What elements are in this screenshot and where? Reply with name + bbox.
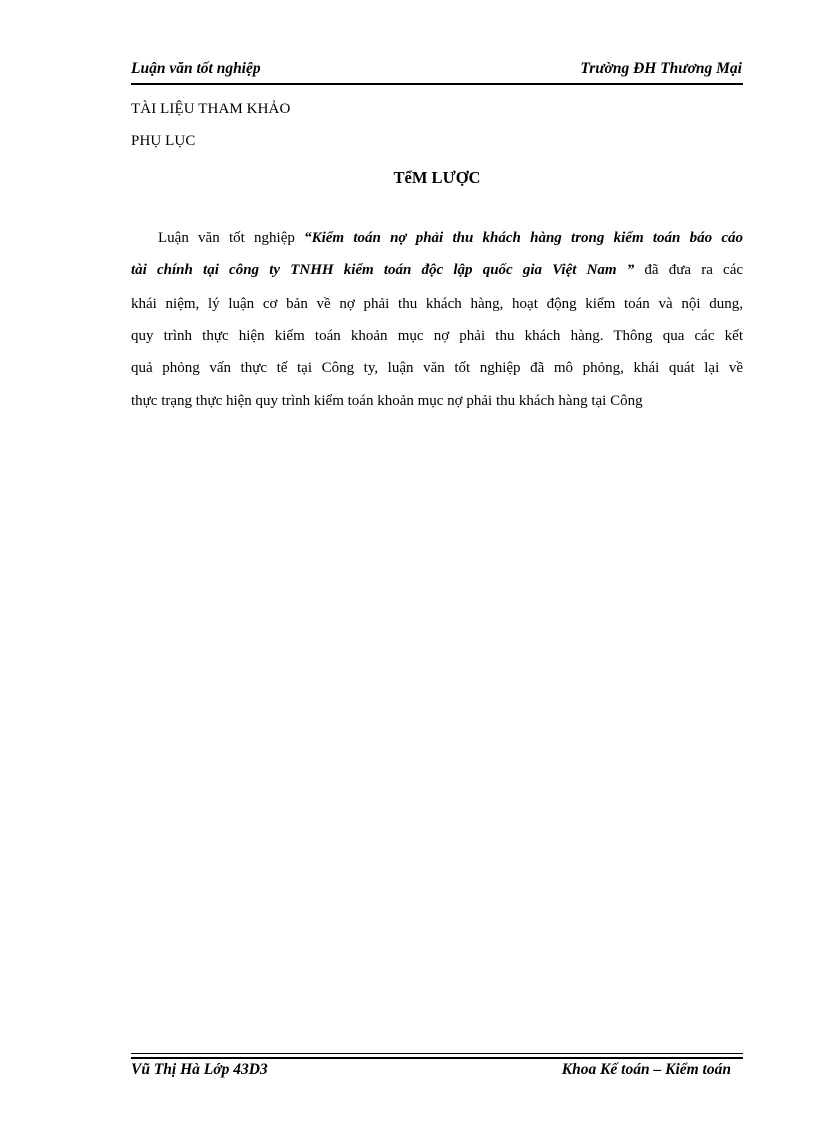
- paragraph-line-4: quy trình thực hiện kiểm toán khoản mục nợ phải thu khách hàng. Thông qua các kết: [131, 328, 743, 344]
- header-right-text: Trường ĐH Thương Mại: [580, 60, 742, 77]
- paragraph-line-1: [158, 230, 743, 247]
- line1-plain-text: Luận văn tốt nghiệp: [158, 230, 305, 246]
- toc-item-references: TÀI LIỆU THAM KHẢO: [131, 101, 291, 117]
- paragraph-line-2: [131, 262, 743, 279]
- paragraph-line-5: quả phỏng vấn thực tế tại Công ty, luận văn tốt nghiệp đã mô phỏng, khái quát lại về: [131, 360, 743, 376]
- toc-item-appendix: PHỤ LỤC: [131, 133, 196, 149]
- footer-divider-thick: [131, 1057, 743, 1059]
- line2-plain-text: đã đưa ra các: [634, 262, 744, 278]
- footer-divider-thin: [131, 1053, 743, 1054]
- paragraph-line-3: khái niệm, lý luận cơ bản về nợ phải thu khách hàng, hoạt động kiểm toán và nội dung,: [131, 296, 743, 312]
- paragraph-line-6: thực trạng thực hiện quy trình kiểm toán khoản mục nợ phải thu khách hàng tại Công: [131, 393, 643, 409]
- page-footer: [131, 1061, 743, 1085]
- header-left-text: Luận văn tốt nghiệp: [131, 60, 261, 77]
- footer-left-text: Vũ Thị Hà Lớp 43D3: [131, 1061, 268, 1078]
- thesis-title-part2: tài chính tại công ty TNHH kiểm toán độc lập quốc gia Việt Nam ”: [131, 262, 635, 278]
- footer-right-text: Khoa Kế toán – Kiểm toán: [561, 1061, 731, 1078]
- header-divider: [131, 83, 743, 85]
- thesis-title-part1: “Kiểm toán nợ phải thu khách hàng trong kiểm toán báo cáo: [304, 230, 744, 246]
- section-title: TểM LƯỢC: [393, 168, 481, 187]
